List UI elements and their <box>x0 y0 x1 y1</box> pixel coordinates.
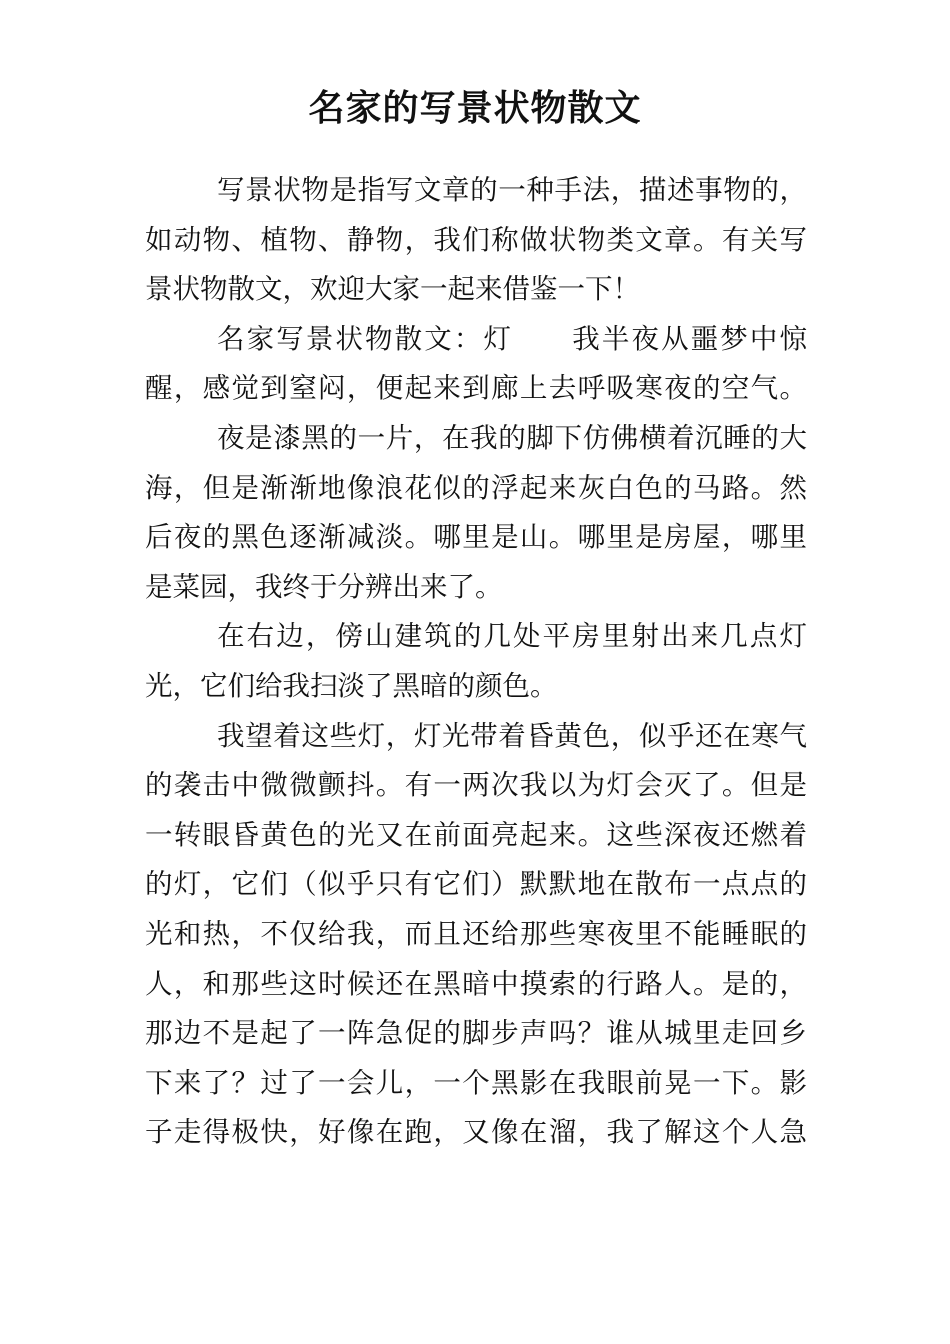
text-line: 光和热，不仅给我，而且还给那些寒夜里不能睡眠的 <box>145 917 807 950</box>
page-title: 名家的写景状物散文 <box>308 87 642 129</box>
text-line: 人，和那些这时候还在黑暗中摸索的行路人。是的， <box>145 967 807 1000</box>
text-line: 下来了？过了一会儿，一个黑影在我眼前晃一下。影 <box>145 1066 807 1099</box>
text-line: 醒，感觉到窒闷，便起来到廊上去呼吸寒夜的空气。 <box>145 372 807 405</box>
text-line: 那边不是起了一阵急促的脚步声吗？谁从城里走回乡 <box>145 1017 807 1050</box>
text-line: 写景状物是指写文章的一种手法，描述事物的， <box>217 174 807 206</box>
text-line: 子走得极快，好像在跑，又像在溜，我了解这个人急 <box>145 1116 807 1149</box>
text-line: 是菜园，我终于分辨出来了。 <box>145 570 503 603</box>
text-line: 海，但是渐渐地像浪花似的浮起来灰白色的马路。然 <box>145 471 807 504</box>
article-body <box>145 168 807 1160</box>
text-line: 名家写景状物散文：灯 我半夜从噩梦中惊 <box>217 322 807 355</box>
text-line: 如动物、植物、静物，我们称做状物类文章。有关写 <box>145 223 807 256</box>
text-line: 夜是漆黑的一片，在我的脚下仿佛横着沉睡的大 <box>217 421 807 454</box>
text-line: 光，它们给我扫淡了黑暗的颜色。 <box>145 669 558 702</box>
text-line: 的灯，它们（似乎只有它们）默默地在散布一点点的 <box>145 868 807 901</box>
text-line: 我望着这些灯，灯光带着昏黄色，似乎还在寒气 <box>217 719 807 752</box>
text-line: 景状物散文，欢迎大家一起来借鉴一下！ <box>145 273 640 306</box>
text-line: 后夜的黑色逐渐减淡。哪里是山。哪里是房屋，哪里 <box>145 521 807 554</box>
text-line: 一转眼昏黄色的光又在前面亮起来。这些深夜还燃着 <box>145 818 807 851</box>
text-line: 的袭击中微微颤抖。有一两次我以为灯会灭了。但是 <box>145 769 807 802</box>
text-line: 在右边，傍山建筑的几处平房里射出来几点灯 <box>217 620 807 653</box>
